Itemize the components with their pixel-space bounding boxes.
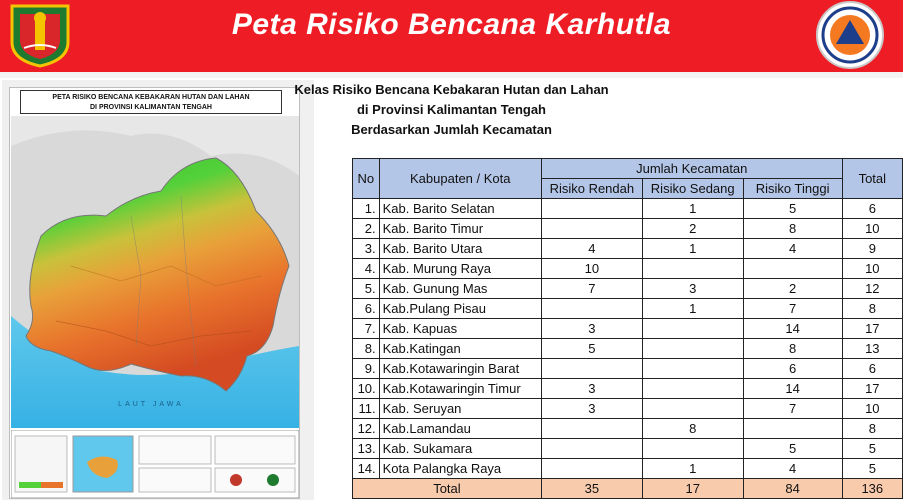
row-risiko-sedang: 1 (642, 199, 743, 219)
row-kabupaten: Kab. Sukamara (379, 439, 541, 459)
total-grand: 136 (842, 479, 902, 499)
row-risiko-rendah (541, 299, 642, 319)
row-risiko-rendah: 3 (541, 379, 642, 399)
row-total: 8 (842, 419, 902, 439)
risk-table (352, 158, 903, 499)
row-number: 5. (353, 279, 380, 299)
table-row (353, 219, 903, 239)
regional-emblem-logo (8, 2, 72, 68)
row-risiko-sedang (642, 379, 743, 399)
row-total: 9 (842, 239, 902, 259)
row-number: 9. (353, 359, 380, 379)
header-total: Total (842, 159, 902, 199)
header-kabupaten: Kabupaten / Kota (379, 159, 541, 199)
table-row (353, 199, 903, 219)
row-kabupaten: Kab. Barito Utara (379, 239, 541, 259)
map-legend (11, 430, 299, 498)
table-row (353, 419, 903, 439)
row-risiko-tinggi (743, 259, 842, 279)
row-total: 5 (842, 439, 902, 459)
row-number: 12. (353, 419, 380, 439)
map-title-line1: PETA RISIKO BENCANA KEBAKARAN HUTAN DAN LAHAN (52, 94, 250, 101)
row-number: 11. (353, 399, 380, 419)
row-number: 7. (353, 319, 380, 339)
total-risiko-tinggi: 84 (743, 479, 842, 499)
row-risiko-sedang (642, 439, 743, 459)
row-kabupaten: Kab.Kotawaringin Timur (379, 379, 541, 399)
row-risiko-tinggi: 8 (743, 219, 842, 239)
row-risiko-tinggi: 4 (743, 239, 842, 259)
row-risiko-rendah (541, 359, 642, 379)
row-risiko-sedang (642, 259, 743, 279)
row-risiko-tinggi: 14 (743, 379, 842, 399)
row-risiko-sedang (642, 319, 743, 339)
row-number: 8. (353, 339, 380, 359)
total-risiko-sedang: 17 (642, 479, 743, 499)
row-risiko-sedang: 2 (642, 219, 743, 239)
table-row (353, 299, 903, 319)
header-jumlah-kecamatan: Jumlah Kecamatan (541, 159, 842, 179)
row-risiko-sedang: 1 (642, 299, 743, 319)
header-risiko-rendah: Risiko Rendah (541, 179, 642, 199)
row-kabupaten: Kab.Kotawaringin Barat (379, 359, 541, 379)
row-kabupaten: Kab.Pulang Pisau (379, 299, 541, 319)
row-risiko-sedang (642, 399, 743, 419)
table-row (353, 279, 903, 299)
bnpb-logo (812, 0, 888, 70)
total-risiko-rendah: 35 (541, 479, 642, 499)
row-risiko-tinggi: 2 (743, 279, 842, 299)
page-title: Peta Risiko Bencana Karhutla (231, 8, 672, 41)
table-row (353, 399, 903, 419)
row-total: 5 (842, 459, 902, 479)
row-risiko-rendah: 3 (541, 319, 642, 339)
row-number: 4. (353, 259, 380, 279)
total-label: Total (353, 479, 542, 499)
table-body (353, 199, 903, 499)
row-risiko-rendah: 4 (541, 239, 642, 259)
total-row (353, 479, 903, 499)
row-risiko-tinggi: 7 (743, 299, 842, 319)
row-risiko-tinggi: 4 (743, 459, 842, 479)
row-total: 13 (842, 339, 902, 359)
row-total: 10 (842, 259, 902, 279)
row-risiko-rendah (541, 199, 642, 219)
row-risiko-sedang (642, 339, 743, 359)
sheet-title-line3: Berdasarkan Jumlah Kecamatan (351, 122, 552, 137)
row-risiko-tinggi: 7 (743, 399, 842, 419)
table-row (353, 339, 903, 359)
row-total: 17 (842, 319, 902, 339)
map-title-line2: DI PROVINSI KALIMANTAN TENGAH (90, 104, 212, 111)
table-row (353, 319, 903, 339)
row-total: 10 (842, 219, 902, 239)
row-risiko-tinggi (743, 419, 842, 439)
row-risiko-rendah: 3 (541, 399, 642, 419)
row-total: 12 (842, 279, 902, 299)
row-kabupaten: Kota Palangka Raya (379, 459, 541, 479)
row-risiko-sedang: 8 (642, 419, 743, 439)
table-row (353, 239, 903, 259)
risk-map-image (11, 116, 299, 428)
header-risiko-sedang: Risiko Sedang (642, 179, 743, 199)
table-row (353, 259, 903, 279)
row-risiko-sedang: 3 (642, 279, 743, 299)
row-kabupaten: Kab.Lamandau (379, 419, 541, 439)
row-number: 1. (353, 199, 380, 219)
sheet-title-line1: Kelas Risiko Bencana Kebakaran Hutan dan Lahan (294, 82, 609, 97)
row-risiko-tinggi: 5 (743, 439, 842, 459)
row-risiko-rendah (541, 419, 642, 439)
row-risiko-rendah (541, 439, 642, 459)
row-risiko-sedang (642, 359, 743, 379)
row-number: 10. (353, 379, 380, 399)
row-total: 10 (842, 399, 902, 419)
row-risiko-tinggi: 6 (743, 359, 842, 379)
row-risiko-rendah (541, 459, 642, 479)
row-number: 14. (353, 459, 380, 479)
row-total: 17 (842, 379, 902, 399)
table-row (353, 379, 903, 399)
row-risiko-rendah: 10 (541, 259, 642, 279)
row-risiko-tinggi: 8 (743, 339, 842, 359)
row-number: 3. (353, 239, 380, 259)
row-number: 6. (353, 299, 380, 319)
row-kabupaten: Kab. Gunung Mas (379, 279, 541, 299)
sea-label: LAUT JAWA (118, 401, 184, 408)
row-risiko-rendah: 7 (541, 279, 642, 299)
row-number: 13. (353, 439, 380, 459)
row-risiko-tinggi: 5 (743, 199, 842, 219)
row-kabupaten: Kab. Barito Timur (379, 219, 541, 239)
row-kabupaten: Kab. Barito Selatan (379, 199, 541, 219)
row-risiko-sedang: 1 (642, 239, 743, 259)
row-kabupaten: Kab. Murung Raya (379, 259, 541, 279)
table-row (353, 359, 903, 379)
row-kabupaten: Kab. Kapuas (379, 319, 541, 339)
row-risiko-rendah (541, 219, 642, 239)
row-total: 6 (842, 359, 902, 379)
sheet-title-line2: di Provinsi Kalimantan Tengah (356, 102, 546, 117)
row-kabupaten: Kab. Seruyan (379, 399, 541, 419)
row-risiko-sedang: 1 (642, 459, 743, 479)
row-kabupaten: Kab.Katingan (379, 339, 541, 359)
header-risiko-tinggi: Risiko Tinggi (743, 179, 842, 199)
table-row (353, 459, 903, 479)
row-number: 2. (353, 219, 380, 239)
row-total: 8 (842, 299, 902, 319)
row-risiko-rendah: 5 (541, 339, 642, 359)
row-total: 6 (842, 199, 902, 219)
header-no: No (353, 159, 380, 199)
row-risiko-tinggi: 14 (743, 319, 842, 339)
table-row (353, 439, 903, 459)
